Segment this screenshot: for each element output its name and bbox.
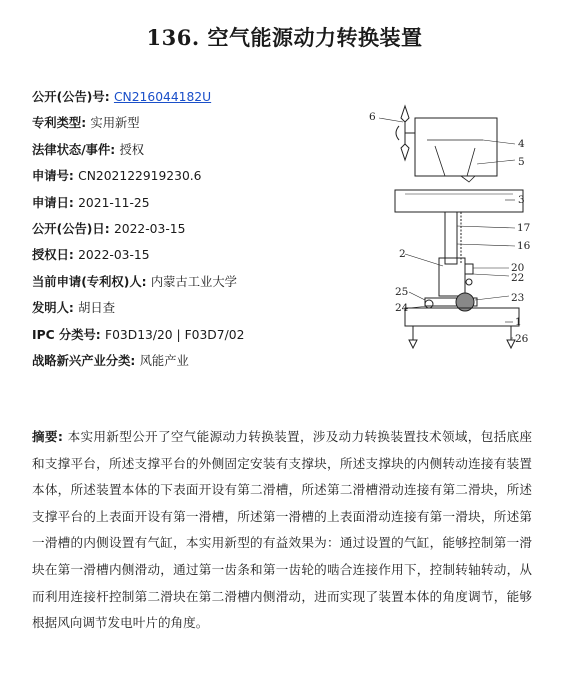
- meta-label: 申请日: [32, 195, 69, 210]
- meta-row-grant-date: 授权日: 2022-03-15: [32, 248, 150, 263]
- meta-label: 授权日: [32, 248, 69, 263]
- support-column: [445, 212, 457, 264]
- meta-value: 实用新型: [90, 116, 140, 131]
- label-20: 20: [511, 262, 525, 274]
- meta-value: F03D13/20 | F03D7/02: [105, 327, 245, 342]
- meta-value: 授权: [119, 142, 145, 157]
- abstract: 摘要: 本实用新型公开了空气能源动力转换装置，涉及动力转换装置技术领域，包括底座和支撑平台，所述支撑平台的外侧固定安装有支撑块，所述支撑块的内侧转动连接有装置本体，所述装置本体的下表面开设有第二滑槽，所述第二滑槽滑动连接有第二滑块，所述支撑平台的上表面开设有第一滑槽，所述第一滑槽的上表面滑动连接有第一滑块，所述第一滑槽的内侧设置有气缸，本实用新型的有益效果为：通过设置的气缸，能够控制第一滑块在第一滑槽内侧滑动，通过第一齿条和第一齿轮的啮合连接作用下，控制转轴转动，从而利用连接杆控制第二滑块在第二滑槽内侧滑动，进而实现了装置本体的角度调节，能够根据风向调节发电叶片的角度。: [32, 429, 533, 631]
- abstract-text: 本实用新型公开了空气能源动力转换装置，涉及动力转换装置技术领域，包括底座和支撑平台，所述支撑平台的外侧固定安装有支撑块，所述支撑块的内侧转动连接有装置本体，所述装置本体的下表面开设有第二滑槽，所述第二滑槽滑动连接有第二滑块，所述支撑平台的上表面开设有第一滑槽，所述第一滑槽的上表面滑动连接有第一滑块，所述第一滑槽的内侧设置有气缸，本实用新型的有益效果为：通过设置的气缸，能够控制第一滑块在第一滑槽内侧滑动，通过第一齿条和第一齿轮的啮合连接作用下，控制转轴转动，从而利用连接杆控制第二滑块在第二滑槽内侧滑动，进而实现了装置本体的角度调节，能够根据风向调节发电叶片的角度。: [32, 429, 533, 631]
- meta-label: 发明人: [32, 301, 69, 316]
- meta-row-ipc: IPC 分类号: F03D13/20 | F03D7/02: [32, 327, 245, 342]
- meta-label: 公开(公告)号: [32, 90, 105, 104]
- publication-number-link[interactable]: CN216044182U: [113, 90, 212, 104]
- meta-label: IPC 分类号: [32, 327, 96, 342]
- meta-label: 专利类型: [32, 116, 82, 131]
- label-24: 24: [395, 302, 409, 314]
- patent-meta: [32, 84, 362, 374]
- label-4: 4: [518, 138, 525, 150]
- meta-row-applicant: 当前申请(专利权)人: 内蒙古工业大学: [32, 274, 237, 289]
- meta-value: CN202122919230.6: [78, 169, 202, 184]
- meta-row-application-no: 申请号: CN202122919230.6: [32, 169, 202, 184]
- meta-row-publication-no: 公开(公告)号: CN216044182U: [32, 90, 212, 104]
- meta-label: 战略新兴产业分类: [32, 353, 131, 368]
- meta-label: 当前申请(专利权)人: [32, 274, 142, 289]
- meta-value: 胡日查: [78, 301, 116, 316]
- label-17: 17: [517, 222, 531, 234]
- patent-drawing: [365, 96, 555, 358]
- label-25: 25: [395, 286, 409, 298]
- label-3: 3: [518, 194, 525, 206]
- meta-value: 2021-11-25: [78, 195, 150, 210]
- meta-value: 风能产业: [139, 353, 189, 368]
- meta-row-publication-date: 公开(公告)日: 2022-03-15: [32, 221, 186, 236]
- page-title: 136. 空气能源动力转换装置: [146, 25, 423, 50]
- device-body: [415, 118, 497, 176]
- label-26: 26: [515, 333, 529, 345]
- meta-row-industry: 战略新兴产业分类: 风能产业: [32, 353, 189, 368]
- fan-blades: [396, 106, 415, 160]
- meta-label: 申请号: [32, 169, 69, 184]
- meta-row-inventor: 发明人: 胡日查: [32, 301, 116, 316]
- meta-row-application-date: 申请日: 2021-11-25: [32, 195, 150, 210]
- abstract-label: 摘要: [32, 429, 58, 444]
- meta-value: 内蒙古工业大学: [150, 274, 237, 289]
- label-2: 2: [399, 248, 406, 260]
- label-1: 1: [515, 316, 522, 328]
- meta-value: 2022-03-15: [113, 221, 186, 236]
- label-6: 6: [369, 111, 376, 123]
- meta-label: 法律状态/事件: [32, 142, 111, 157]
- label-23: 23: [511, 292, 525, 304]
- label-16: 16: [517, 240, 531, 252]
- meta-row-patent-type: 专利类型: 实用新型: [32, 116, 140, 131]
- meta-label: 公开(公告)日: [32, 221, 105, 236]
- support-platform: [395, 190, 523, 212]
- meta-row-legal-status: 法律状态/事件: 授权: [32, 142, 145, 157]
- meta-value: 2022-03-15: [78, 248, 150, 263]
- label-22: 22: [511, 272, 525, 284]
- label-5: 5: [518, 156, 525, 168]
